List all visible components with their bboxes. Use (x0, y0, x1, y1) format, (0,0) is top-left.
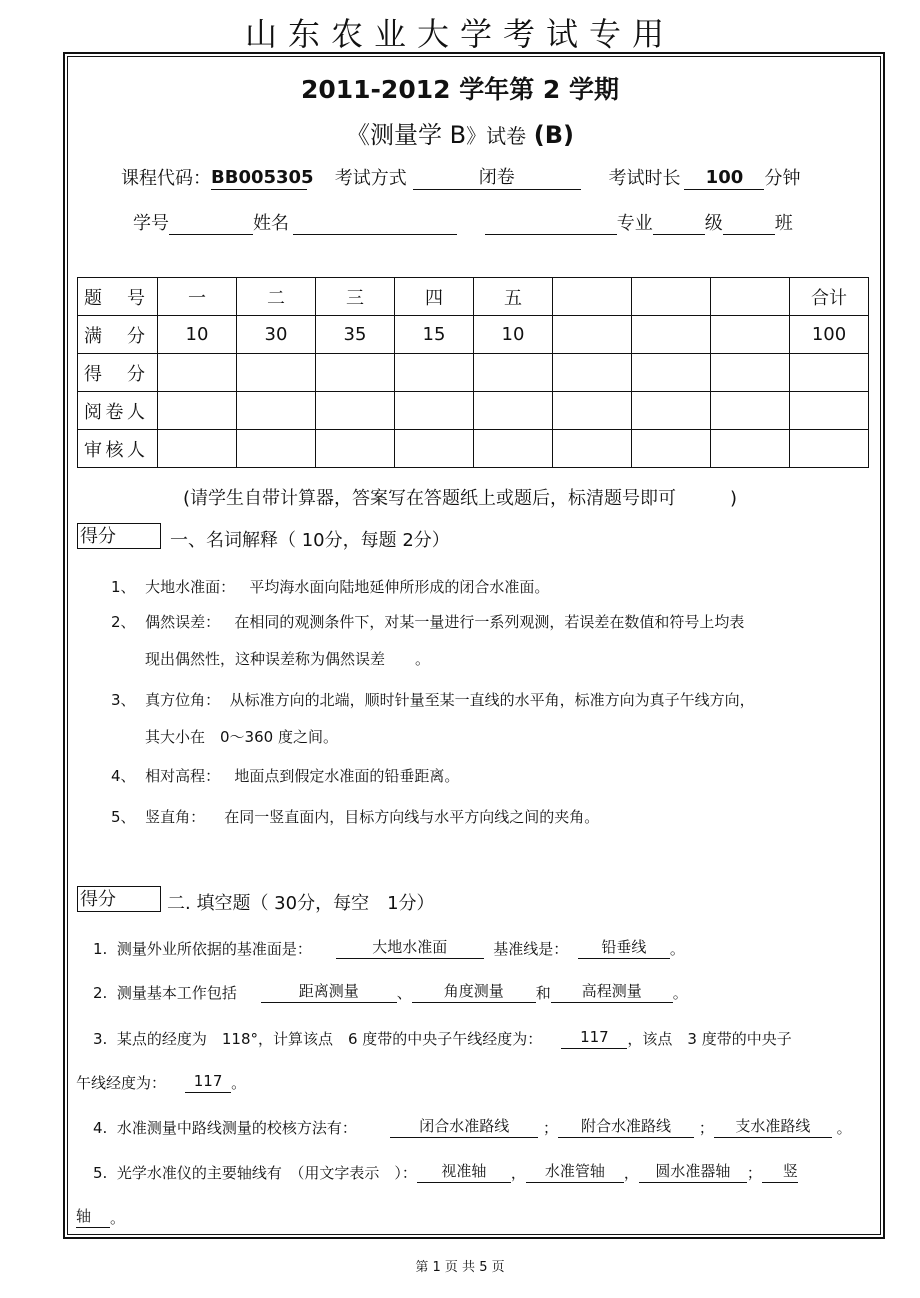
item-definition: 在同一竖直面内，目标方向线与水平方向线之间的夹角。 (224, 808, 600, 826)
grader-cell[interactable] (711, 392, 790, 430)
row-label-score: 得 分 (78, 354, 158, 392)
definition-item-4 (111, 765, 459, 786)
major-field[interactable] (485, 234, 617, 235)
class-label: 班 (774, 213, 793, 234)
grader-cell[interactable] (158, 392, 237, 430)
duration-label: 考试时长 (608, 168, 681, 189)
section2-score-box[interactable]: 得分 (77, 886, 161, 912)
separator: ， (623, 1164, 639, 1182)
item-number: 4、 (111, 767, 136, 785)
section1-title: 一、名词解释（ 10分，每题 2分） (170, 530, 450, 551)
score-cell[interactable] (553, 354, 632, 392)
header-cell (553, 278, 632, 316)
header-cell: 四 (395, 278, 474, 316)
major-label: 专业 (616, 213, 653, 234)
duration-unit: 分钟 (764, 168, 801, 189)
reviewer-cell[interactable] (316, 430, 395, 468)
reviewer-cell[interactable] (790, 430, 869, 468)
question-number: 5. (93, 1164, 108, 1182)
separator: ； (746, 1164, 762, 1182)
exam-term: 2011-2012 学年第 2 学期 (300, 75, 620, 104)
header-cell: 二 (237, 278, 316, 316)
separator: ； (698, 1119, 714, 1137)
course-code-label: 课程代码： (121, 168, 211, 189)
question-number: 2. (93, 984, 108, 1002)
question-end: 。 (672, 984, 688, 1002)
exam-instructions-note: (请学生自带计算器，答案写在答题纸上或题后，标清题号即可 ) (182, 488, 738, 509)
separator: 和 (535, 984, 551, 1002)
grader-cell[interactable] (790, 392, 869, 430)
full-mark-cell (711, 316, 790, 354)
question-number: 3. (93, 1030, 108, 1048)
item-definition: 平均海水面向陆地延伸所形成的闭合水准面。 (249, 578, 550, 596)
answer-blank: 轴 (76, 1205, 110, 1228)
duration-value: 100 (684, 167, 764, 190)
full-mark-cell (632, 316, 711, 354)
score-table-grader-row (78, 392, 869, 430)
answer-blank: 附合水准路线 (558, 1115, 694, 1138)
exam-header-title: 山东农业大学考试专用 (244, 15, 675, 53)
score-table-reviewer-row (78, 430, 869, 468)
section1-score-box[interactable]: 得分 (77, 523, 161, 549)
definition-item-5 (111, 806, 599, 827)
question-text: 测量外业所依据的基准面是： (116, 940, 312, 958)
answer-blank: 竖 (762, 1160, 798, 1183)
answer-blank: 角度测量 (412, 980, 536, 1003)
score-cell[interactable] (237, 354, 316, 392)
item-definition: 地面点到假定水准面的铅垂距离。 (234, 767, 460, 785)
fill-question-3 (93, 1026, 792, 1049)
full-mark-cell: 10 (158, 316, 237, 354)
grader-cell[interactable] (632, 392, 711, 430)
question-end: 。 (836, 1119, 852, 1137)
header-cell (711, 278, 790, 316)
definition-item-3 (111, 689, 755, 710)
score-cell[interactable] (790, 354, 869, 392)
section2-title: 二. 填空题（ 30分，每空 1分） (167, 893, 435, 914)
grader-cell[interactable] (474, 392, 553, 430)
definition-item-3-cont: 其大小在 0～360 度之间。 (145, 728, 338, 746)
item-definition: 在相同的观测条件下，对某一量进行一系列观测，若误差在数值和符号上均表 (234, 613, 745, 631)
definition-item-2 (111, 611, 744, 632)
row-label-full-marks: 满 分 (78, 316, 158, 354)
student-id-label: 学号 (133, 213, 169, 234)
full-mark-cell: 30 (237, 316, 316, 354)
reviewer-cell[interactable] (158, 430, 237, 468)
student-id-field[interactable] (169, 234, 253, 235)
separator: ； (543, 1119, 559, 1137)
question-number: 1. (93, 940, 108, 958)
subject-suffix: 》试卷 (466, 124, 527, 148)
grader-cell[interactable] (316, 392, 395, 430)
question-text: 午线经度为： (76, 1074, 167, 1092)
answer-blank: 大地水准面 (336, 936, 484, 959)
question-text: 水准测量中路线测量的校核方法有： (116, 1119, 357, 1137)
answer-blank: 117 (561, 1026, 627, 1049)
definition-item-1 (111, 576, 549, 597)
subject-prefix: 《测量学 (346, 121, 442, 149)
page-footer: 第 1 页 共 5 页 (415, 1260, 505, 1275)
grader-cell[interactable] (395, 392, 474, 430)
reviewer-cell[interactable] (711, 430, 790, 468)
header-cell-total: 合计 (790, 278, 869, 316)
course-code: BB005305 (211, 167, 314, 188)
fill-question-3-cont (76, 1070, 246, 1093)
reviewer-cell[interactable] (395, 430, 474, 468)
exam-subject (0, 115, 920, 150)
header-cell: 一 (158, 278, 237, 316)
item-number: 1、 (111, 578, 136, 596)
score-table-header-row (78, 278, 869, 316)
full-mark-cell: 15 (395, 316, 474, 354)
fill-question-2 (93, 980, 688, 1003)
score-cell[interactable] (711, 354, 790, 392)
reviewer-cell[interactable] (553, 430, 632, 468)
course-info-row (121, 164, 800, 190)
row-label-grader: 阅卷人 (78, 392, 158, 430)
answer-blank: 铅垂线 (578, 936, 670, 959)
question-text: 基准线是： (493, 940, 569, 958)
question-text: 光学水准仪的主要轴线有 （用文字表示 ）： (116, 1164, 417, 1182)
fill-question-1 (93, 936, 685, 959)
question-end: 。 (669, 940, 685, 958)
reviewer-cell[interactable] (632, 430, 711, 468)
score-table-full-marks-row (78, 316, 869, 354)
grade-label: 级 (704, 213, 723, 234)
question-text: ，该点 3 度带的中央子 (627, 1030, 792, 1048)
question-end: 。 (231, 1074, 247, 1092)
answer-blank: 支水准路线 (714, 1115, 832, 1138)
name-label: 姓名 (253, 213, 289, 234)
question-number: 4. (93, 1119, 108, 1137)
item-number: 3、 (111, 691, 136, 709)
row-label-question-no: 题 号 (78, 278, 158, 316)
score-table-score-row (78, 354, 869, 392)
definition-item-2-cont: 现出偶然性，这种误差称为偶然误差 。 (145, 650, 431, 668)
answer-blank: 距离测量 (261, 980, 397, 1003)
full-mark-cell: 10 (474, 316, 553, 354)
item-term: 偶然误差： (145, 613, 221, 631)
header-cell: 三 (316, 278, 395, 316)
answer-blank: 圆水准器轴 (639, 1160, 747, 1183)
item-definition: 从标准方向的北端，顺时针量至某一直线的水平角，标准方向为真子午线方向， (229, 691, 755, 709)
question-text: 某点的经度为 118°，计算该点 6 度带的中央子午线经度为： (116, 1030, 543, 1048)
item-term: 竖直角： (145, 808, 206, 826)
grader-cell[interactable] (237, 392, 316, 430)
subject-letter: B (449, 121, 467, 149)
header-cell (632, 278, 711, 316)
header-cell: 五 (474, 278, 553, 316)
score-cell[interactable] (395, 354, 474, 392)
fill-question-5-cont (76, 1205, 125, 1228)
question-end: 。 (110, 1209, 126, 1227)
separator: ， (510, 1164, 526, 1182)
answer-blank: 117 (185, 1070, 231, 1093)
answer-blank: 高程测量 (551, 980, 673, 1003)
answer-blank: 水准管轴 (526, 1160, 624, 1183)
score-table (77, 277, 869, 468)
student-info-row (133, 209, 793, 235)
score-cell[interactable] (474, 354, 553, 392)
class-field[interactable] (723, 234, 775, 235)
name-field[interactable] (293, 234, 457, 235)
subject-version: (B) (533, 121, 574, 149)
item-number: 5、 (111, 808, 136, 826)
answer-blank: 闭合水准路线 (390, 1115, 538, 1138)
full-mark-cell (553, 316, 632, 354)
fill-question-5 (93, 1160, 798, 1183)
reviewer-cell[interactable] (474, 430, 553, 468)
score-cell[interactable] (316, 354, 395, 392)
item-term: 大地水准面： (145, 578, 236, 596)
grader-cell[interactable] (553, 392, 632, 430)
grade-field[interactable] (653, 234, 705, 235)
answer-blank: 视准轴 (417, 1160, 511, 1183)
exam-mode: 闭卷 (413, 167, 581, 190)
question-text: 测量基本工作包括 (116, 984, 237, 1002)
row-label-reviewer: 审核人 (78, 430, 158, 468)
full-mark-cell: 35 (316, 316, 395, 354)
score-cell[interactable] (158, 354, 237, 392)
item-term: 相对高程： (145, 767, 221, 785)
exam-mode-label: 考试方式 (334, 168, 407, 189)
item-term: 真方位角： (145, 691, 221, 709)
item-number: 2、 (111, 613, 136, 631)
separator: 、 (396, 984, 412, 1002)
fill-question-4 (93, 1115, 852, 1138)
reviewer-cell[interactable] (237, 430, 316, 468)
score-cell[interactable] (632, 354, 711, 392)
full-mark-total: 100 (790, 316, 869, 354)
